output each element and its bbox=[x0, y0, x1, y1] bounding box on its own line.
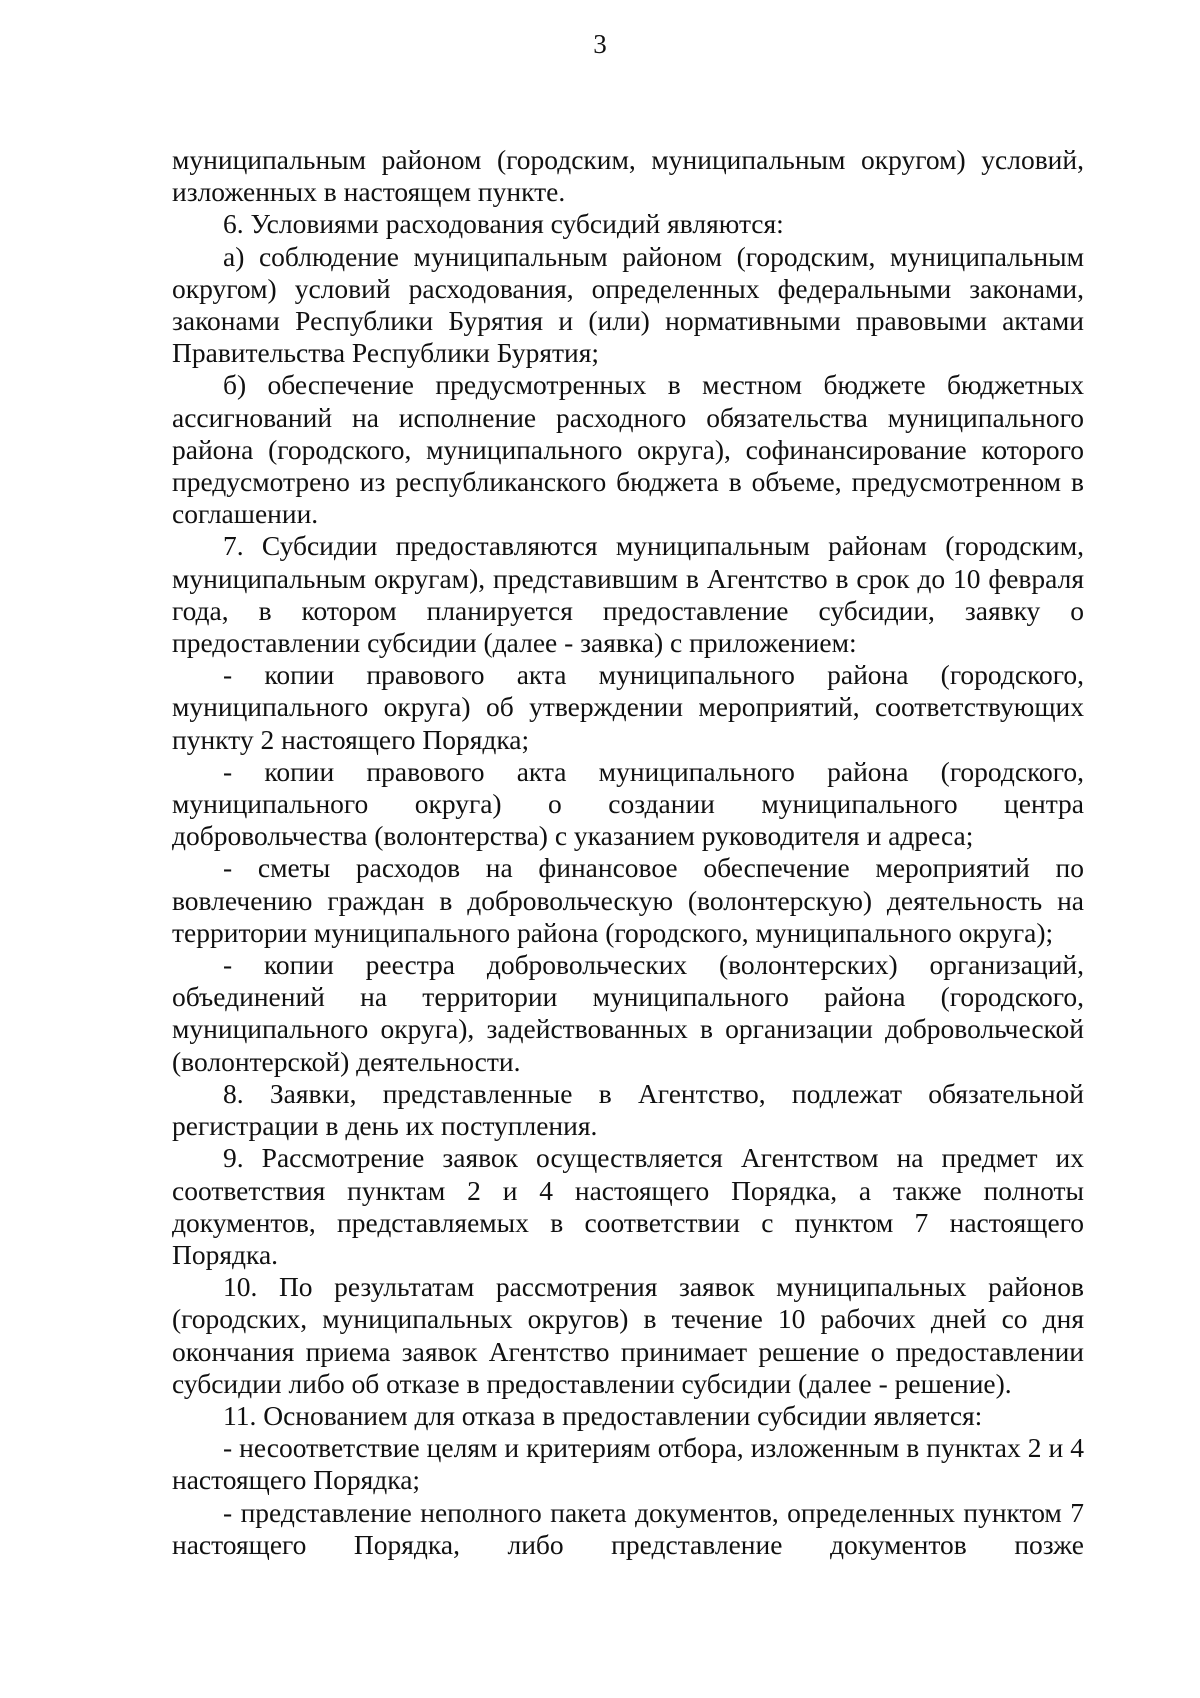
document-body bbox=[172, 144, 1084, 1561]
page-number: 3 bbox=[593, 29, 607, 59]
paragraph-item-7-list-4: - копии реестра добровольческих (волонтерских) организаций, объединений на территории муниципального района (городского, муниципального округа), задействованных в организации добровольческой (волонтерской) деятельности. bbox=[172, 949, 1084, 1077]
paragraph-item-7-list-2: - копии правового акта муниципального района (городского, муниципального округа) о создании муниципального центра добровольчества (волонтерства) с указанием руководителя и адреса; bbox=[172, 755, 1084, 852]
paragraph-item-6b: б) обеспечение предусмотренных в местном бюджете бюджетных ассигнований на исполнение расходного обязательства муниципального района (городского, муниципального округа), софинансирование которого предусмотрено из республиканского бюджета в объеме, предусмотренном в соглашении. bbox=[172, 369, 1084, 530]
paragraph-item-6: 6. Условиями расходования субсидий являются: bbox=[223, 208, 784, 240]
paragraph-item-7: 7. Субсидии предоставляются муниципальным районам (городским, муниципальным округам), представившим в Агентство в срок до 10 февраля года, в котором планируется предоставление субсидии, заявку о предоставлении субсидии (далее - заявка) с приложением: bbox=[172, 530, 1084, 659]
paragraph-item-6a: а) соблюдение муниципальным районом (городским, муниципальным округом) условий расходования, определенных федеральными законами, законами Республики Бурятия и (или) нормативными правовыми актами Правительства Республики Бурятия; bbox=[172, 240, 1084, 369]
paragraph-item-7-list-1: - копии правового акта муниципального района (городского, муниципального округа) об утверждении мероприятий, соответствующих пункту 2 настоящего Порядка; bbox=[172, 659, 1084, 755]
paragraph-item-10: 10. По результатам рассмотрения заявок муниципальных районов (городских, муниципальных округов) в течение 10 рабочих дней со дня окончания приема заявок Агентство принимает решение о предоставлении субсидии либо об отказе в предоставлении субсидии (далее - решение). bbox=[172, 1271, 1084, 1399]
paragraph-item-11: 11. Основанием для отказа в предоставлении субсидии является: bbox=[223, 1399, 983, 1431]
paragraph-item-8: 8. Заявки, представленные в Агентство, подлежат обязательной регистрации в день их поступления. bbox=[172, 1077, 1084, 1142]
paragraph-item-7-list-3: - сметы расходов на финансовое обеспечение мероприятий по вовлечению граждан в добровольческую (волонтерскую) деятельность на территории муниципального района (городского, муниципального округа); bbox=[172, 852, 1084, 948]
paragraph-continuation: муниципальным районом (городским, муниципальным округом) условий, изложенных в настоящем пункте. bbox=[172, 144, 1084, 208]
paragraph-item-11-list-1: - несоответствие целям и критериям отбора, изложенным в пунктах 2 и 4 настоящего Порядка; bbox=[172, 1432, 1084, 1496]
paragraph-item-11-list-2: - представление неполного пакета документов, определенных пунктом 7 настоящего Порядка, либо представление документов позже bbox=[172, 1496, 1084, 1560]
paragraph-item-9: 9. Рассмотрение заявок осуществляется Агентством на предмет их соответствия пунктам 2 и 4 настоящего Порядка, а также полноты документов, представляемых в соответствии с пунктом 7 настоящего Порядка. bbox=[172, 1142, 1084, 1270]
